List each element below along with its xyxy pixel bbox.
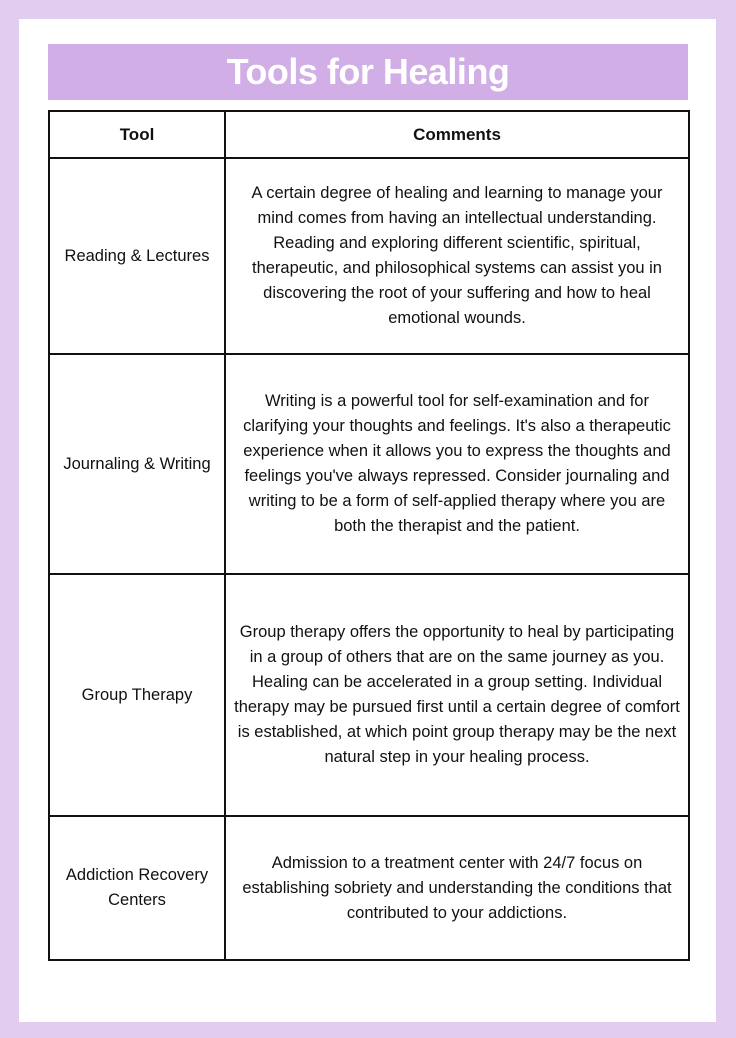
tool-cell: Journaling & Writing <box>49 354 225 574</box>
comment-cell: A certain degree of healing and learning to manage your mind comes from having an intellectual understanding. Reading and exploring different scientific, spiritual, therapeutic, and philosophical systems can assist you in discovering the root of your suffering and how to heal emotional wounds. <box>225 158 689 354</box>
table-header-row <box>49 111 689 158</box>
table-row <box>49 354 689 574</box>
comment-cell: Admission to a treatment center with 24/7 focus on establishing sobriety and understanding the conditions that contributed to your addictions. <box>225 816 689 960</box>
page-title: Tools for Healing <box>226 51 510 92</box>
tool-cell: Group Therapy <box>49 574 225 816</box>
comment-cell: Group therapy offers the opportunity to heal by participating in a group of others that are on the same journey as you. Healing can be accelerated in a group setting. Individual therapy may be pursued first until a certain degree of comfort is established, at which point group therapy may be the next natural step in your healing process. <box>225 574 689 816</box>
tool-cell: Addiction Recovery Centers <box>49 816 225 960</box>
title-banner <box>48 44 688 100</box>
table-row <box>49 158 689 354</box>
tools-table <box>48 110 690 961</box>
comment-cell: Writing is a powerful tool for self-examination and for clarifying your thoughts and feelings. It's also a therapeutic experience when it allows you to express the thoughts and feelings you've always repressed. Consider journaling and writing to be a form of self-applied therapy where you are both the therapist and the patient. <box>225 354 689 574</box>
table-row <box>49 816 689 960</box>
tool-cell: Reading & Lectures <box>49 158 225 354</box>
page <box>19 19 716 1022</box>
table-row <box>49 574 689 816</box>
header-comments: Comments <box>225 111 689 158</box>
header-tool: Tool <box>49 111 225 158</box>
